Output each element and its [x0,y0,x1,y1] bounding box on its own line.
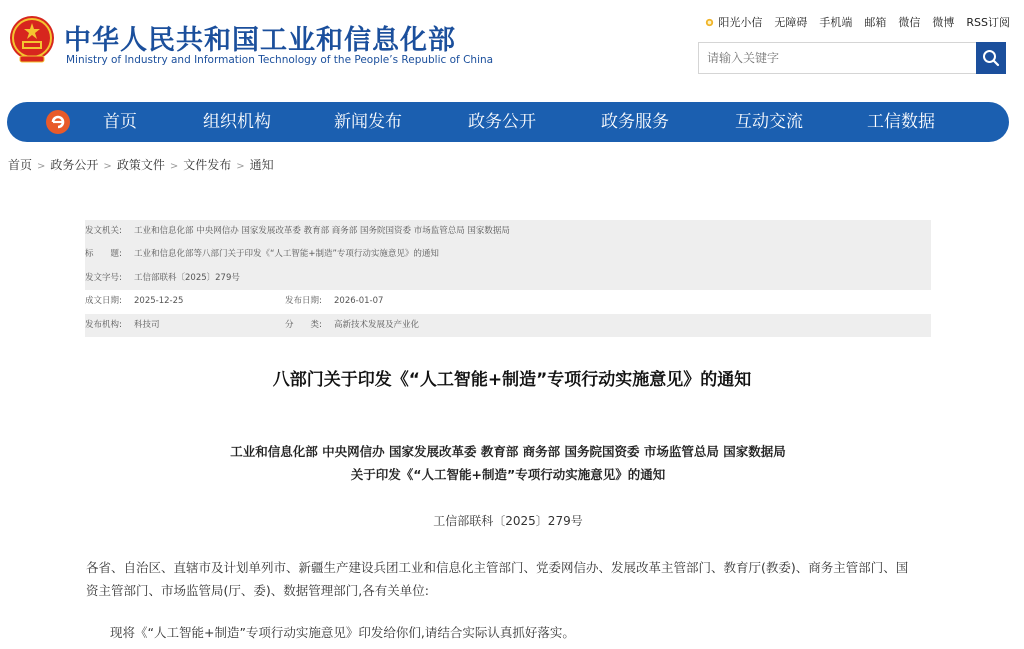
meta-row-agency [85,314,931,337]
title-value: 工业和信息化部等八部门关于印发《“人工智能+制造”专项行动实施意见》的通知 [134,249,439,260]
agency-value: 科技司 [134,319,160,330]
docno-label: 发文字号: [85,272,122,283]
category-label: 分 类: [285,319,322,330]
top-link-accessibility[interactable]: 无障碍 [774,16,808,29]
nav-item-interaction[interactable]: 互动交流 [735,112,803,132]
breadcrumb-separator: > [37,161,46,172]
document-addressee [86,556,932,602]
document-title: 八部门关于印发《“人工智能+制造”专项行动实施意见》的通知 [272,370,752,390]
addressee-line: 各省、自治区、直辖市及计划单列市、新疆生产建设兵团工业和信息化主管部门、党委网信办、发展改革主管部门、教育厅(教委)、商务主管部门、国 [86,560,909,575]
document-number: 工信部联科〔2025〕279号 [433,514,583,528]
agency-label: 发布机构: [85,319,122,330]
nav-item-data[interactable]: 工信数据 [867,112,935,132]
breadcrumb-document-release[interactable]: 文件发布 [183,158,232,172]
category-value: 高新技术发展及产业化 [334,319,420,330]
document-metadata [85,220,931,337]
sun-icon [704,17,715,28]
main-nav [7,102,1009,142]
nav-item-organization[interactable]: 组织机构 [203,112,271,132]
search-button[interactable] [976,42,1006,74]
nav-item-news[interactable]: 新闻发布 [334,112,402,132]
nav-item-services[interactable]: 政务服务 [601,112,669,132]
breadcrumb-notice[interactable]: 通知 [249,158,274,172]
document-issuers: 工业和信息化部 中央网信办 国家发展改革委 教育部 商务部 国务院国资委 市场监管总局 国家数据局 [230,444,786,459]
site-title-english: Ministry of Industry and Information Technology of the People’s Republic of China [66,54,494,66]
top-link-mail[interactable]: 邮箱 [864,16,887,29]
national-emblem-icon [8,14,56,66]
docno-value: 工信部联科〔2025〕279号 [134,272,240,283]
top-link-mobile[interactable]: 手机端 [819,16,853,29]
breadcrumb-separator: > [236,161,245,172]
nav-item-government-affairs[interactable]: 政务公开 [468,112,536,132]
top-link-weibo[interactable]: 微博 [932,16,955,29]
top-link-rss[interactable]: RSS订阅 [966,16,1010,29]
search-icon [982,49,1000,67]
date-value: 2025-12-25 [134,296,184,307]
meta-row-title [85,243,931,266]
site-title[interactable]: 中华人民共和国工业和信息化部 [64,25,456,56]
document-paragraph: 现将《“人工智能+制造”专项行动实施意见》印发给你们,请结合实际认真抓好落实。 [110,625,575,640]
top-link-sunshine[interactable] [704,14,762,30]
title-label: 标 题: [85,249,122,260]
search-input[interactable] [699,43,977,73]
issuer-value: 工业和信息化部 中央网信办 国家发展改革委 教育部 商务部 国务院国资委 市场监管总局 国家数据局 [134,226,510,236]
top-links [692,14,1010,30]
issuer-label: 发文机关: [85,226,122,236]
breadcrumb-policy-documents[interactable]: 政策文件 [116,158,165,172]
meta-row-dates [85,290,931,313]
pubdate-value: 2026-01-07 [334,296,384,307]
breadcrumb-home[interactable]: 首页 [8,158,33,172]
breadcrumb-separator: > [169,161,179,172]
meta-row-docno [85,267,931,290]
breadcrumb [8,156,274,173]
addressee-line: 资主管部门、市场监管局(厅、委)、数据管理部门,各有关单位: [86,583,429,598]
search-box [698,42,1006,74]
meta-row-issuer [85,220,931,243]
breadcrumb-government-affairs[interactable]: 政务公开 [50,158,99,172]
ministry-logo-icon [45,109,71,135]
top-link-label: 阳光小信 [718,16,763,29]
date-label: 成文日期: [85,296,122,307]
nav-item-home[interactable]: 首页 [103,112,137,132]
top-link-wechat[interactable]: 微信 [898,16,921,29]
pubdate-label: 发布日期: [285,296,322,307]
document-subtitle: 关于印发《“人工智能+制造”专项行动实施意见》的通知 [350,467,666,482]
breadcrumb-separator: > [103,161,112,172]
